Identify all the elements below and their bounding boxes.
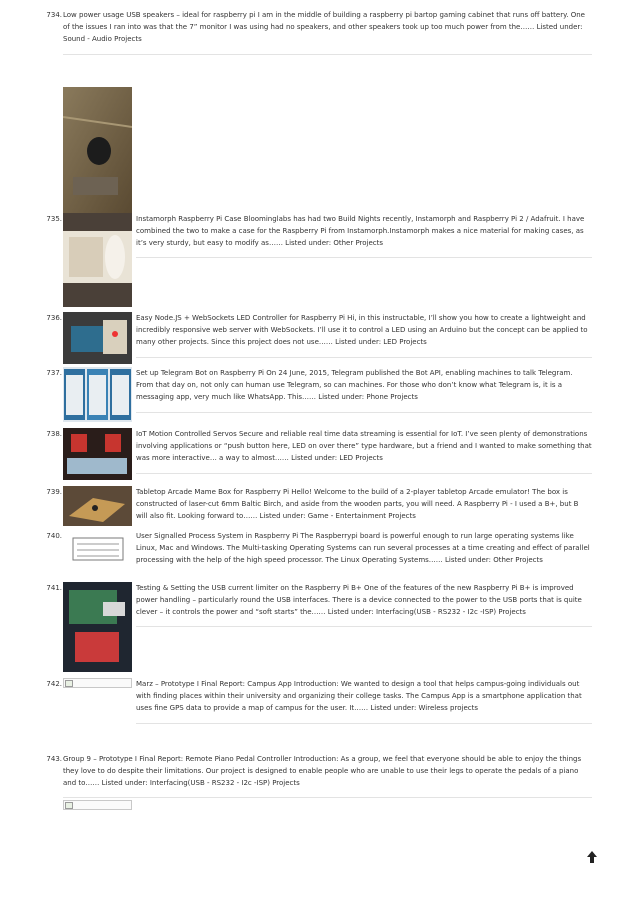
broken-image-icon bbox=[65, 680, 73, 687]
item-text[interactable]: IoT Motion Controlled Servos Secure and reliable real time data streaming is essential for IoT. I’ve seen plenty of demonstrations involving applications or “push button here, LED on over there” type hardware, but a friend and I wanted to make something that was more interactive… a way to almost…… Listed under: LED Projects bbox=[136, 430, 592, 462]
divider bbox=[136, 626, 592, 627]
schematic-diagram[interactable] bbox=[63, 530, 132, 574]
item-number: 741. bbox=[46, 584, 62, 592]
item-number: 740. bbox=[46, 532, 62, 540]
item-number: 742. bbox=[46, 680, 62, 688]
item-text[interactable]: Marz – Prototype I Final Report: Campus App Introduction: We wanted to design a tool that helps campus-going individuals out with finding places within their university and organizing their college tasks. The Campus App is a smartphone application that uses fine GPS data to provide a map of campus for the user. It…… Listed under: Wireless projects bbox=[136, 680, 582, 712]
item-number: 743. bbox=[46, 755, 62, 763]
item-text[interactable]: Low power usage USB speakers – ideal for raspberry pi I am in the middle of building a raspberry pi bartop gaming cabinet that runs off battery. One of the issues I ran into was that the 7” monitor I was using had no speakers, and other speakers took up too much power from the…… Listed under: Sound - Audio Projects bbox=[63, 11, 585, 43]
case-photo[interactable] bbox=[63, 213, 132, 307]
divider bbox=[136, 357, 592, 358]
item-number: 738. bbox=[46, 430, 62, 438]
item-text[interactable]: Easy Node.JS + WebSockets LED Controller for Raspberry Pi Hi, in this instructable, I’ll show you how to create a lightweight and incredibly responsive web server with WebSockets. I’ll use it to control a LED using an Arduino but the concept can be applied to many other projects. Since this project does not use…… Listed under: LED Projects bbox=[136, 314, 588, 346]
item-text[interactable]: Testing & Setting the USB current limiter on the Raspberry Pi B+ One of the features of the new Raspberry Pi B+ is improved power handling – particularly round the USB interfaces. There is a device connected to the power to the USB ports that is quite clever – it controls the power and “soft starts” the…… Listed under: Interfacing(USB - RS232 - I2c -ISP) Projects bbox=[136, 584, 582, 616]
arduino-led-photo[interactable] bbox=[63, 312, 132, 364]
list-item bbox=[40, 753, 592, 799]
item-number: 737. bbox=[46, 369, 62, 377]
broken-image[interactable] bbox=[63, 800, 132, 810]
list-item bbox=[40, 9, 592, 55]
speaker-photo[interactable] bbox=[63, 87, 132, 213]
item-number: 734. bbox=[46, 11, 62, 19]
item-number: 735. bbox=[46, 215, 62, 223]
item-text[interactable]: Tabletop Arcade Mame Box for Raspberry Pi Hello! Welcome to the build of a 2-player tabletop Arcade emulator! The box is constructed of laser-cut 6mm Baltic Birch, and aside from the wooden parts, you will need. A Raspberry Pi - I used a B+, but B will also fit. Looking forward to…… Listed under: Game - Entertainment Projects bbox=[136, 488, 579, 520]
arrow-up-icon[interactable] bbox=[587, 851, 597, 863]
item-text[interactable]: Instamorph Raspberry Pi Case Bloominglabs has had two Build Nights recently, Instamorph and Raspberry Pi 2 / Adafruit. I have combined the two to make a case for the Raspberry Pi from Instamorph.Instamorph makes a nice material for making cases, as it’s very sturdy, but easy to modify as…… Listed under: Other Projects bbox=[136, 215, 585, 247]
divider bbox=[136, 473, 592, 474]
divider bbox=[63, 54, 592, 55]
divider bbox=[136, 723, 592, 724]
broken-image-icon bbox=[65, 802, 73, 809]
item-number: 736. bbox=[46, 314, 62, 322]
led-boxes-photo[interactable] bbox=[63, 428, 132, 480]
divider bbox=[136, 257, 592, 258]
item-text[interactable]: Set up Telegram Bot on Raspberry Pi On 24 June, 2015, Telegram published the Bot API, enabling machines to talk Telegram. From that day on, not only can human use Telegram, so can machines. For those who don’t know what Telegram is, it is a messaging app, very much like WhatsApp. This…… Listed under: Phone Projects bbox=[136, 369, 573, 401]
divider bbox=[136, 412, 592, 413]
item-text[interactable]: User Signalled Process System in Raspberry Pi The Raspberrypi board is powerful enough to run large operating systems like Linux, Mac and Windows. The Multi-tasking Operating Systems can run several processes at a time creating and effect of parallel processing with the help of the high speed processor. The Linux Operating Systems…… Listed under: Other Projects bbox=[136, 532, 590, 564]
item-number: 739. bbox=[46, 488, 62, 496]
telegram-screens[interactable] bbox=[63, 367, 132, 422]
arcade-box-photo[interactable] bbox=[63, 486, 132, 526]
usb-board-photo[interactable] bbox=[63, 582, 132, 672]
item-text[interactable]: Group 9 – Prototype I Final Report: Remote Piano Pedal Controller Introduction: As a group, we feel that everyone should be able to enjoy the things they love to do despite their limitations. Our project is designed to enable people who are unable to use their legs to operate the pedals of a piano and to…… Listed under: Interfacing(USB - RS232 - I2c -ISP) Projects bbox=[63, 755, 582, 787]
broken-image[interactable] bbox=[63, 678, 132, 688]
divider bbox=[63, 797, 592, 798]
